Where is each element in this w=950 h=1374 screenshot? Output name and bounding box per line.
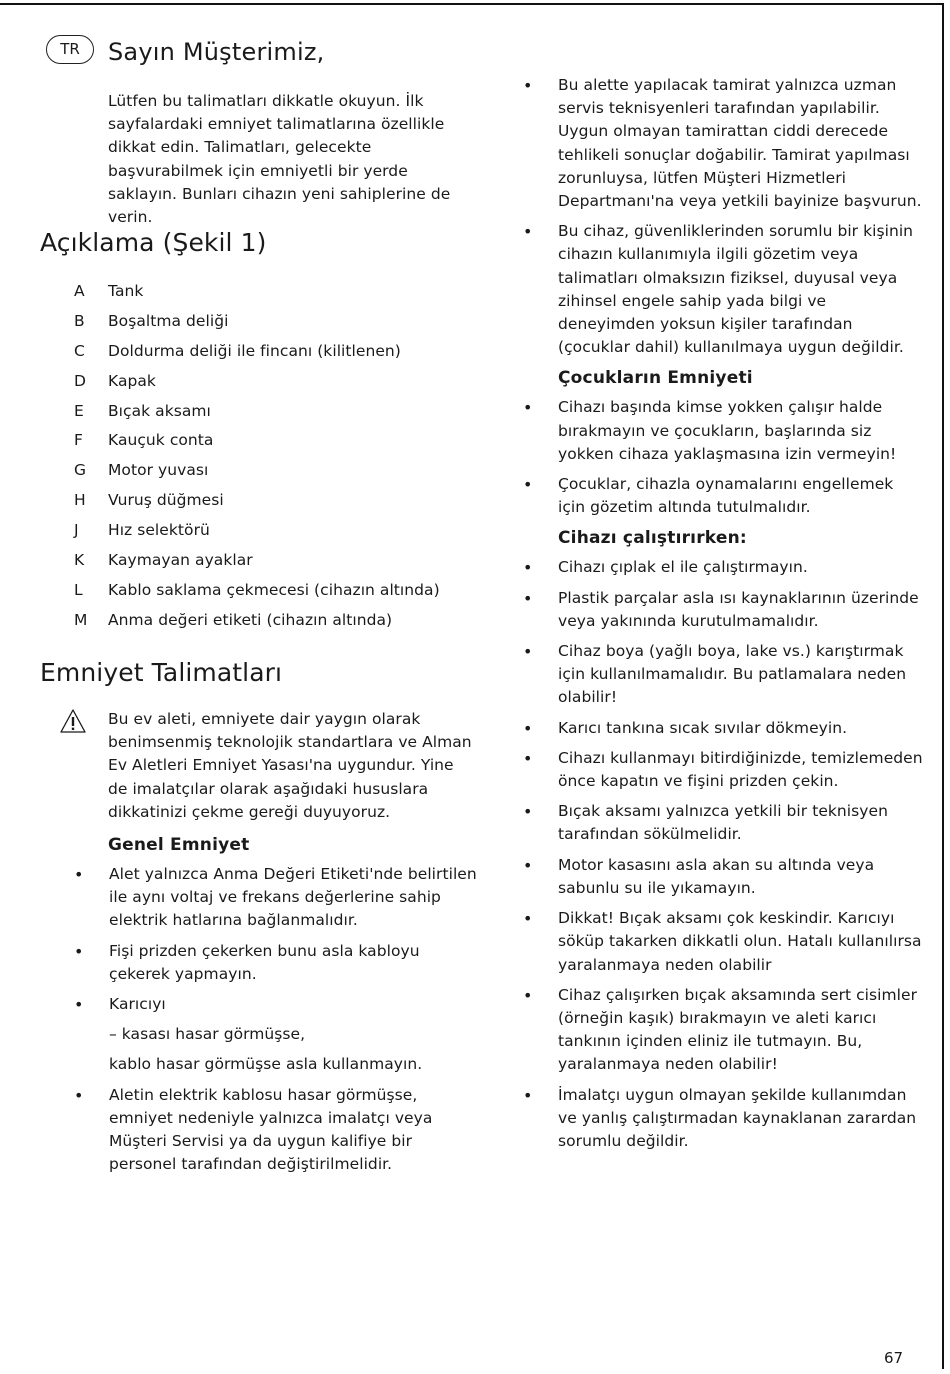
legend-key: C <box>74 341 85 360</box>
list-subitem: – kasası hasar görmüşse, <box>109 1025 306 1044</box>
page-number: 67 <box>884 1349 904 1367</box>
intro-paragraph: Lütfen bu talimatları dikkatle okuyun. İlk sayfalardaki emniyet talimatlarına özellikle dikkat edin. Talimatları, gelecekte başvurabilmek için emniyetli bir yerde saklayın. Bunları cihazın yeni sahiplerine de verin. <box>108 92 451 227</box>
legend-label: Bıçak aksamı <box>108 401 211 420</box>
page-frame-right <box>942 3 944 1369</box>
list-item: • Karıcıyı <box>74 993 480 1016</box>
legend-row <box>74 489 474 519</box>
legend-label: Motor yuvası <box>108 461 209 480</box>
list-item: • Cihaz çalışırken bıçak aksamında sert cisimler (örneğin kaşık) bırakmayın ve aleti karıcı tankının içinden eliniz ile tutmayın. Bu, yaralanmaya neden olabilir! <box>523 984 923 1077</box>
legend-label: Kapak <box>108 371 156 390</box>
legend-row <box>74 310 474 340</box>
legend-row <box>74 549 474 579</box>
legend-label: Doldurma deliği ile fincanı (kilitlenen) <box>108 341 401 360</box>
legend-row <box>74 579 474 609</box>
general-safety-heading: Genel Emniyet <box>108 835 250 855</box>
list-item: • Aletin elektrik kablosu hasar görmüşse, emniyet nedeniyle yalnızca imalatçı veya Müşteri Servisi ya da uygun kalifiye bir personel tarafından değiştirilmelidir. <box>74 1084 480 1177</box>
legend-key: F <box>74 431 83 450</box>
list-item: • Cihaz boya (yağlı boya, lake vs.) karıştırmak için kullanılmamalıdır. Bu patlamalara neden olabilir! <box>523 640 923 710</box>
service-list <box>523 74 923 359</box>
operation-heading: Cihazı çalıştırırken: <box>558 528 747 549</box>
list-subitem: kablo hasar görmüşse asla kullanmayın. <box>109 1055 423 1074</box>
legend-label: Kaymayan ayaklar <box>108 551 253 570</box>
legend-row <box>74 280 474 310</box>
legend-label: Kauçuk conta <box>108 431 214 450</box>
page-frame-top <box>0 3 944 5</box>
list-item: • Fişi prizden çekerken bunu asla kabloyu çekerek yapmayın. <box>74 940 480 986</box>
general-safety-section <box>40 833 480 1176</box>
list-item: • Bu alette yapılacak tamirat yalnızca uzman servis teknisyenleri tarafından yapılabilir. Uygun olmayan tamirattan ciddi derecede tehlikeli sonuçlar doğabilir. Tamirat yapılması zorunluysa, lütfen Müşteri Hizmetleri Departmanı'na veya yetkili bayinize başvurun. <box>523 74 923 213</box>
legend-label: Boşaltma deliği <box>108 311 229 330</box>
list-item: • Cihazı çıplak el ile çalıştırmayın. <box>523 556 923 579</box>
list-item: • Alet yalnızca Anma Değeri Etiketi'nde belirtilen ile aynı voltaj ve frekans değerlerine sahip elektrik hatlarına bağlanmalıdır. <box>74 863 480 933</box>
legend-key: B <box>74 311 85 330</box>
legend-key: L <box>74 580 83 599</box>
legend-row <box>74 370 474 400</box>
safety-heading: Emniyet Talimatları <box>40 658 283 687</box>
list-item: • Karıcı tankına sıcak sıvılar dökmeyin. <box>523 717 923 740</box>
legend-key: M <box>74 610 88 629</box>
list-item: • Motor kasasını asla akan su altında veya sabunlu su ile yıkamayın. <box>523 854 923 900</box>
legend-row <box>74 340 474 370</box>
legend-row <box>74 519 474 549</box>
legend-key: J <box>74 521 79 540</box>
legend-row <box>74 609 474 639</box>
language-badge: TR <box>46 35 94 64</box>
list-item: • Bıçak aksamı yalnızca yetkili bir teknisyen tarafından sökülmelidir. <box>523 800 923 846</box>
legend-label: Hız selektörü <box>108 521 210 540</box>
legend-row <box>74 429 474 459</box>
list-item: • Bu cihaz, güvenliklerinden sorumlu bir kişinin cihazın kullanımıyla ilgili gözetim veya talimatları olmaksızın fiziksel, duyusal veya zihinsel engele sahip yada bilgi ve deneyimden yoksun kişiler tarafından (çocuklar dahil) kullanılmaya uygun değildir. <box>523 220 923 359</box>
warning-icon <box>60 708 86 734</box>
legend-row <box>74 400 474 430</box>
description-heading: Açıklama (Şekil 1) <box>40 228 267 257</box>
children-safety-list <box>523 396 923 519</box>
list-item: • Dikkat! Bıçak aksamı çok keskindir. Karıcıyı söküp takarken dikkatli olun. Hatalı kullanılırsa yaralanmaya neden olabilir <box>523 907 923 977</box>
legend-key: D <box>74 371 86 390</box>
list-item: • Çocuklar, cihazla oynamalarını engellemek için gözetim altında tutulmalıdır. <box>523 473 923 519</box>
list-item: • Cihazı kullanmayı bitirdiğinizde, temizlemeden önce kapatın ve fişini prizden çekin. <box>523 747 923 793</box>
children-safety-heading: Çocukların Emniyeti <box>558 368 753 389</box>
general-safety-list <box>40 863 480 1176</box>
legend-key: E <box>74 401 84 420</box>
legend-key: K <box>74 551 85 570</box>
list-item: • Plastik parçalar asla ısı kaynaklarının üzerinde veya yakınında kurutulmamalıdır. <box>523 587 923 633</box>
greeting-title: Sayın Müşterimiz, <box>108 38 325 66</box>
right-column <box>523 74 923 1153</box>
legend-label: Vuruş düğmesi <box>108 491 224 510</box>
legend-label: Anma değeri etiketi (cihazın altında) <box>108 610 393 629</box>
warning-paragraph: Bu ev aleti, emniyete dair yaygın olarak benimsenmiş teknolojik standartlara ve Alman Ev Aletleri Emniyet Yasası'na uygundur. Yine de imalatçılar olarak aşağıdaki hususlara dikkatinizi çekme gereği duyuyoruz. <box>108 710 472 821</box>
legend-key: A <box>74 282 85 300</box>
legend-key: H <box>74 491 86 510</box>
legend-label: Tank <box>108 282 144 300</box>
parts-legend <box>74 280 474 639</box>
list-item: • Cihazı başında kimse yokken çalışır halde bırakmayın ve çocukların, başlarında siz yokken cihaza yaklaşmasına izin vermeyin! <box>523 396 923 466</box>
operation-list <box>523 556 923 1153</box>
legend-label: Kablo saklama çekmecesi (cihazın altında) <box>108 580 440 599</box>
list-item: • İmalatçı uygun olmayan şekilde kullanımdan ve yanlış çalıştırmadan kaynaklanan zarardan sorumlu değildir. <box>523 1084 923 1154</box>
legend-key: G <box>74 461 87 480</box>
legend-row <box>74 459 474 489</box>
